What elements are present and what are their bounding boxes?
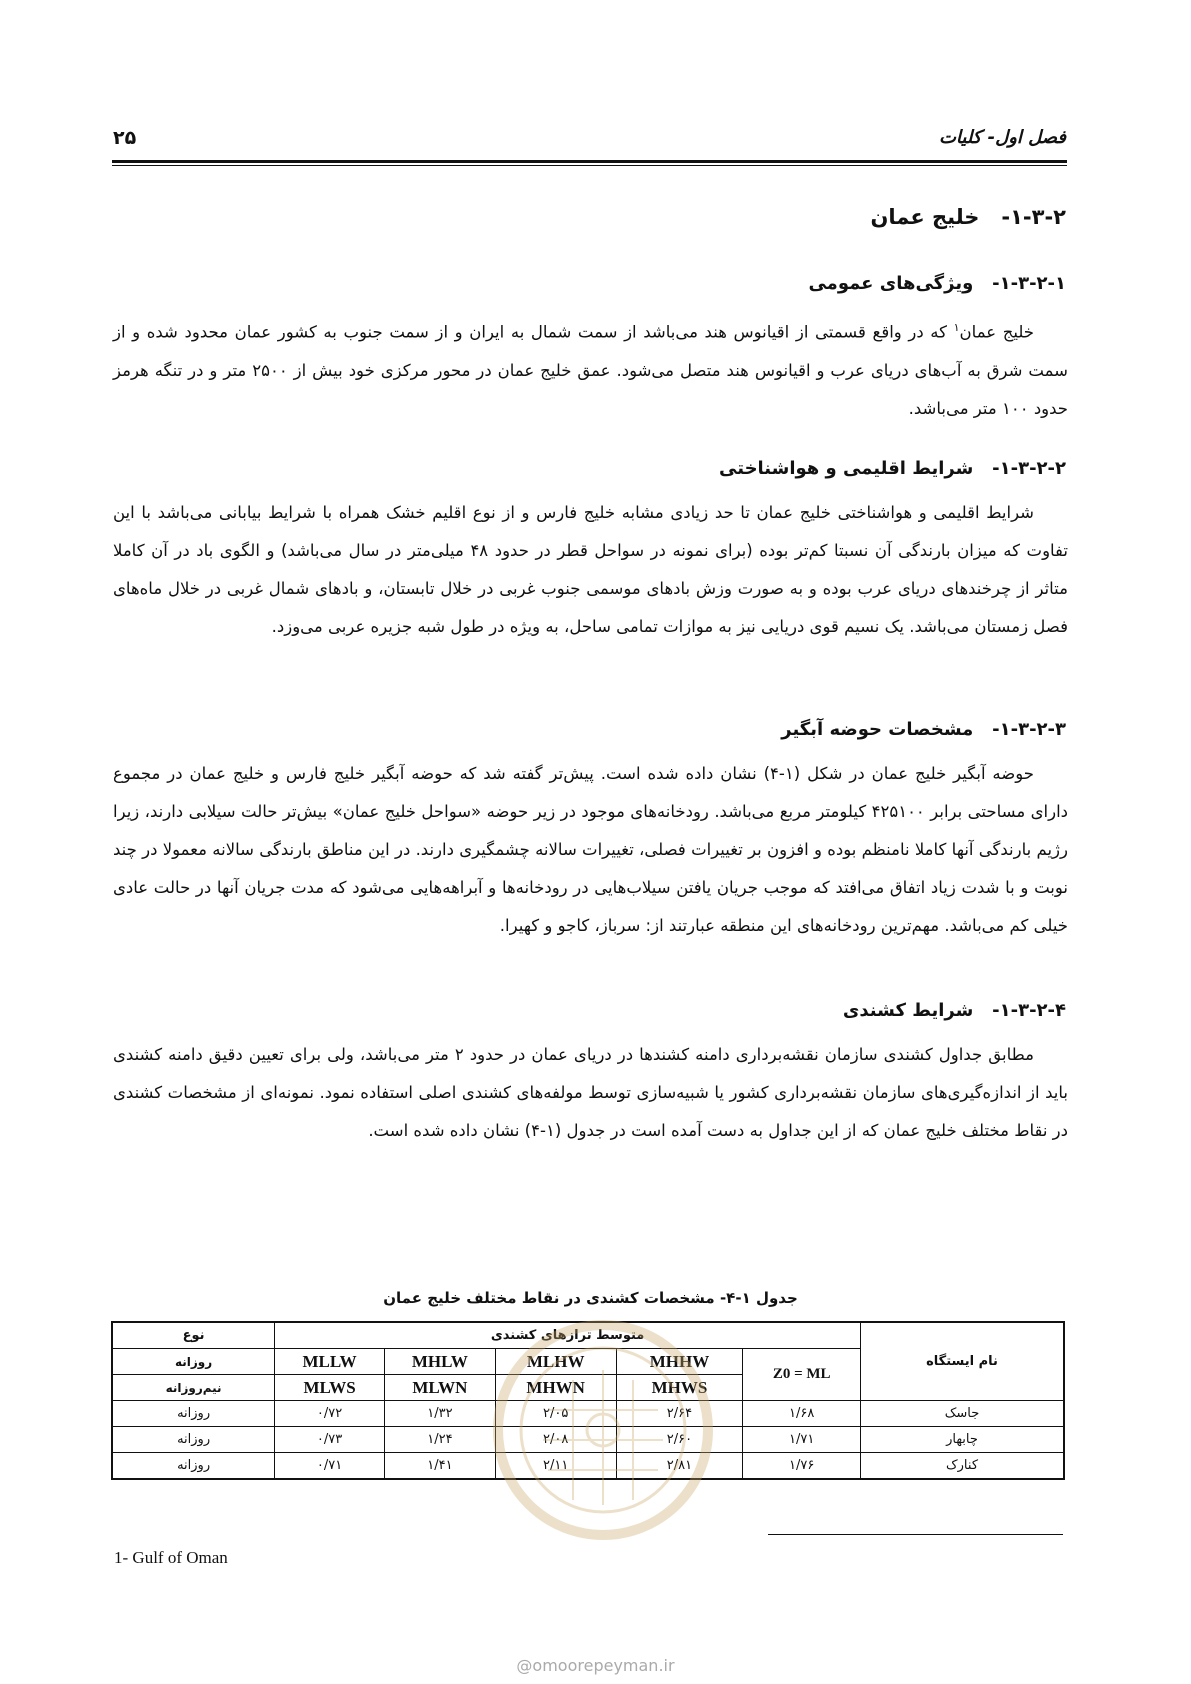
table-caption: جدول ۱-۴- مشخصات کشندی در نقاط مختلف خلیج عمان	[383, 1289, 798, 1307]
subsection-title: ویژگی‌های عمومی	[808, 273, 974, 294]
z0-header: Z0 = ML	[743, 1349, 861, 1401]
type-cell: روزانه	[112, 1427, 275, 1453]
value-cell: ۲/۸۱	[616, 1453, 743, 1480]
semidaily-col-header: MHWS	[616, 1375, 743, 1401]
header-rule-thin	[112, 165, 1067, 166]
subsection-heading-4	[843, 1000, 1066, 1021]
value-cell: ۱/۴۱	[384, 1453, 495, 1480]
watermark-seal-icon	[488, 1300, 718, 1560]
z0-cell: ۱/۷۱	[743, 1427, 861, 1453]
semidaily-col-header: MLWS	[275, 1375, 385, 1401]
daily-col-header: MHLW	[384, 1349, 495, 1375]
value-cell: ۲/۶۰	[616, 1427, 743, 1453]
daily-col-header: MLHW	[495, 1349, 616, 1375]
paragraph-tides: مطابق جداول کشندی سازمان نقشه‌برداری دامنه کشندها در دریای عمان در حدود ۲ متر می‌باشد، ولی برای تعیین دقیق دامنه کشندی باید از اندازه‌گیری‌های سازمان نقشه‌برداری کشور یا شبیه‌سازی توسط مولفه‌های کشندی اصلی استفاده نمود. نمونه‌ای از مشخصات کشندی در نقاط مختلف خلیج عمان که از این جداول به دست آمده است در جدول (۱-۴) نشان داده شده است.	[113, 1045, 1068, 1140]
section-title: خلیج عمان	[870, 205, 980, 229]
value-cell: ۱/۲۴	[384, 1427, 495, 1453]
semidaily-col-header: MLWN	[384, 1375, 495, 1401]
chapter-title: فصل اول- کلیات	[938, 127, 1066, 148]
site-watermark: @omoorepeyman.ir	[516, 1656, 675, 1675]
header-rule	[112, 160, 1067, 163]
subsection-number: ۱-۳-۲-۲-	[992, 458, 1066, 479]
subsection-title: شرایط اقلیمی و هواشناختی	[719, 458, 974, 479]
subsection-number: ۱-۳-۲-۳-	[992, 719, 1066, 740]
value-cell: ۲/۶۴	[616, 1401, 743, 1427]
type-cell: روزانه	[112, 1453, 275, 1480]
subsection-heading-1	[808, 273, 1066, 294]
type-cell: روزانه	[112, 1401, 275, 1427]
daily-col-header: MLLW	[275, 1349, 385, 1375]
subsection-number: ۱-۳-۲-۴-	[992, 1000, 1066, 1021]
at-icon: @	[516, 1656, 533, 1675]
value-cell: ۲/۱۱	[495, 1453, 616, 1480]
page-number: ۲۵	[113, 127, 137, 149]
footnote-rule	[768, 1534, 1063, 1535]
value-cell: ۲/۰۵	[495, 1401, 616, 1427]
value-cell: ۰/۷۱	[275, 1453, 385, 1480]
z0-cell: ۱/۷۶	[743, 1453, 861, 1480]
paragraph-general: خلیج عمان$^۱$ که در واقع قسمتی از اقیانوس هند می‌باشد از سمت شمال به ایران و از سمت جنوب به کشور عمان محدود شده و از سمت شرق به آب‌های دریای عرب و اقیانوس هند متصل می‌شود. عمق خلیج عمان در محور مرکزی خود بیش از ۲۵۰۰ متر و در تنگه هرمز حدود ۱۰۰ متر می‌باشد.	[113, 321, 1068, 418]
paragraph-basin: حوضه آبگیر خلیج عمان در شکل (۱-۴) نشان داده شده است. پیش‌تر گفته شد که حوضه آبگیر خلیج فارس و خلیج عمان در مجموع دارای مساحتی برابر ۴۲۵۱۰۰ کیلومتر مربع می‌باشد. رودخانه‌های موجود در زیر حوضه «سواحل خلیج عمان» بیش‌تر حالت سیلابی دارند، زیرا رژیم بارندگی آنها کاملا نامنظم بوده و افزون بر تغییرات فصلی، تغییرات سالانه چشمگیری دارند. در این مناطق بارندگی سالانه معمولا در چند نوبت و با شدت زیاد اتفاق می‌افتد که موجب جریان یافتن سیلاب‌هایی در رودخانه‌ها و آبراهه‌هایی می‌شود که مدت جریان آنها در حالت عادی خیلی کم می‌باشد. مهم‌ترین رودخانه‌های این منطقه عبارتند از: سرباز، کاجو و کهیرا.	[113, 764, 1068, 935]
daily-label: روزانه	[112, 1349, 275, 1375]
station-header: نام ایستگاه	[861, 1322, 1064, 1401]
subsection-title: مشخصات حوضه آبگیر	[781, 719, 974, 740]
daily-col-header: MHHW	[616, 1349, 743, 1375]
type-header: نوع	[112, 1322, 275, 1349]
subsection-heading-3	[781, 719, 1066, 740]
footnote-ref: ۱	[953, 321, 960, 334]
value-cell: ۰/۷۲	[275, 1401, 385, 1427]
value-cell: ۱/۳۲	[384, 1401, 495, 1427]
section-number: ۱-۳-۲-	[1001, 205, 1066, 229]
subsection-number: ۱-۳-۲-۱-	[992, 273, 1066, 294]
section-heading	[870, 205, 1066, 229]
station-cell: جاسک	[861, 1401, 1064, 1427]
footnote: 1- Gulf of Oman	[114, 1548, 228, 1567]
value-cell: ۰/۷۳	[275, 1427, 385, 1453]
station-cell: کنارک	[861, 1453, 1064, 1480]
station-cell: چابهار	[861, 1427, 1064, 1453]
semidaily-label: نیم‌روزانه	[112, 1375, 275, 1401]
subsection-title: شرایط کشندی	[842, 1000, 974, 1021]
semidaily-col-header: MHWN	[495, 1375, 616, 1401]
paragraph-climate: شرایط اقلیمی و هواشناختی خلیج عمان تا حد زیادی مشابه خلیج فارس و از نوع اقلیم خشک همراه با شرایط بیابانی می‌باشد با این تفاوت که میزان بارندگی آن نسبتا کم‌تر بوده (برای نمونه در سواحل قطر در حدود ۴۸ میلی‌متر در سال می‌باشد) و الگوی باد در آن کاملا متاثر از چرخندهای دریای عرب بوده و به صورت وزش بادهای موسمی جنوب غربی در خلال تابستان، و بادهای شمال غربی در خلال ماه‌های فصل زمستان می‌باشد. یک نسیم قوی دریایی نیز به موازات تمامی ساحل، به ویژه در طول شبه جزیره عربی می‌وزد.	[113, 503, 1068, 636]
subsection-heading-2	[719, 458, 1066, 479]
average-levels-header: متوسط ترازهای کشندی	[275, 1322, 861, 1349]
z0-cell: ۱/۶۸	[743, 1401, 861, 1427]
value-cell: ۲/۰۸	[495, 1427, 616, 1453]
